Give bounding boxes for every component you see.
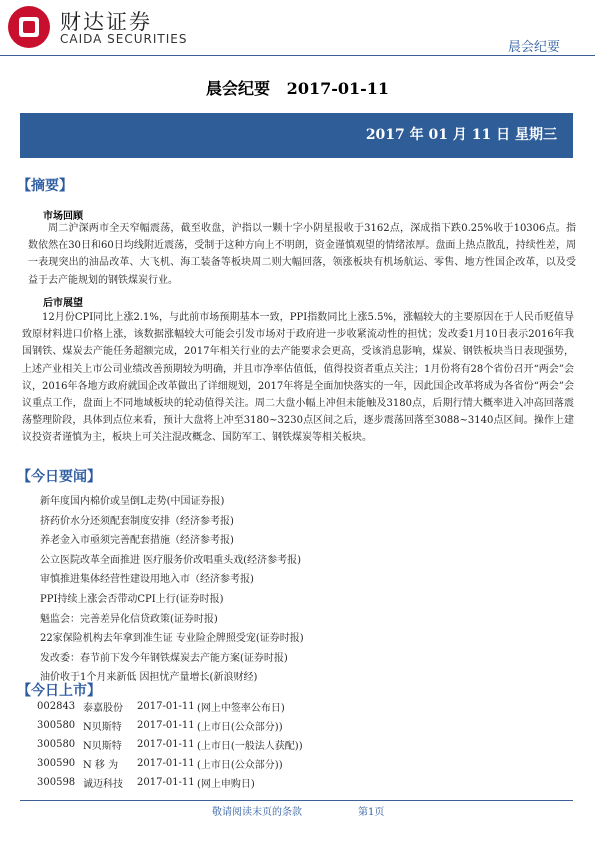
page-number: 第1页 xyxy=(358,807,385,818)
stock-code: 002843 xyxy=(37,701,76,712)
table-row xyxy=(37,754,303,773)
stock-code: 300590 xyxy=(37,758,76,769)
table-row xyxy=(37,735,303,754)
document-title: 晨会纪要 2017-01-11 xyxy=(205,79,390,98)
list-date: 2017-01-11 xyxy=(137,739,195,750)
list-date: 2017-01-11 xyxy=(137,701,195,712)
stock-name: N 移 为 xyxy=(83,760,119,771)
market-review-text: 周二沪深两市全天窄幅震荡，截至收盘，沪指以一颗十字小阴星报收于3162点，深成指下跌0.25%收于10306点。指数依然在30日和60日均线附近震荡，受制于这种方向上不明朗，资金谨慎观望的情绪浓厚。盘面上热点散乱，持续性差，周一表现突出的油品改革、大飞机、海工装备等板块周二则大幅回落，领涨板块有机场航运、零售、地方性国企改革，以及受益于去产能规划的钢铁煤炭行业。 xyxy=(28,223,576,286)
list-note: (上市日(公众部分)) xyxy=(197,760,283,771)
market-review-title: 市场回顾 xyxy=(43,211,83,222)
disclaimer-note: 敬请阅读末页的条款 xyxy=(212,807,302,818)
news-item[interactable]: 魁监会：完善差异化信贷政策(证券时报) xyxy=(40,613,218,625)
news-item[interactable]: 养老金入市亟须完善配套措施（经济参考报) xyxy=(40,535,234,547)
news-item[interactable]: PPI持续上涨会否带动CPI上行(证券时报) xyxy=(40,593,224,605)
header-divider xyxy=(0,55,595,56)
list-note: (网上申购日) xyxy=(197,779,255,790)
brand-name-cn: 财达证券 xyxy=(60,10,152,34)
footer-divider xyxy=(20,800,573,801)
news-list xyxy=(40,492,304,688)
news-item[interactable]: 审慎推进集体经营性建设用地入市（经济参考报) xyxy=(40,574,254,586)
table-row xyxy=(37,697,303,716)
table-row xyxy=(37,716,303,735)
stock-code: 300580 xyxy=(37,720,76,731)
ipo-table xyxy=(37,697,303,792)
stock-name: 诚迈科技 xyxy=(83,779,123,790)
news-item[interactable]: 挤药价水分还须配套制度安排（经济参考报) xyxy=(40,515,234,527)
news-item[interactable]: 发改委：春节前下发今年钢铁煤炭去产能方案(证券时报) xyxy=(40,652,288,664)
ipo-heading: 【今日上市】 xyxy=(17,683,101,699)
list-date: 2017-01-11 xyxy=(137,720,195,731)
date-text: 2017 年 01 月 11 日 星期三 xyxy=(365,127,557,143)
list-date: 2017-01-11 xyxy=(137,777,195,788)
news-item[interactable]: 新年度国内棉价或呈倒L走势(中国证券报) xyxy=(40,496,225,507)
list-note: (上市日(一般法人获配)) xyxy=(197,741,303,752)
news-item[interactable]: 油价收于1个月来新低 因担忧产量增长(新浪财经) xyxy=(40,672,258,684)
list-note: (上市日(公众部分)) xyxy=(197,722,283,733)
outlook-text: 12月份CPI同比上涨2.1%，与此前市场预期基本一致，PPI指数同比上涨5.5%，涨幅较大的主要原因在于人民币贬值导致原材料进口价格上涨，该数据涨幅较大可能会引发市场对于政府进一步收紧流动性的担忧；发改委1月10日表示2016年我国钢铁、煤炭去产能任务超额完成，2017年相关行业的去产能要求会更高，受该消息影响，煤炭、钢铁板块当日表现强势，上述产业相关上市公司业绩改善预期较为明确，并且市净率估值低，值得投资者重点关注；1月份将有28个省份召开“两会”会议，2016年各地方政府就国企改革做出了详细规划，2017年将是全面加快落实的一年，因此国企改革将成为各省份“两会”会议重点工作，盘面上不同地域板块的轮动值得关注。周二大盘小幅上冲但未能触及3180点，后期行情大概率进入冲高回落震荡整理阶段，具体到点位来看，预计大盘将上冲至3180~3230点区间之后，逐步震荡回落至3088~3140点区间。操作上建议投资者谨慎为主，板块上可关注混改概念、国防军工、钢铁煤炭等相关板块。 xyxy=(22,312,574,444)
page-header xyxy=(0,0,595,60)
list-date: 2017-01-11 xyxy=(137,758,195,769)
caida-logo-icon xyxy=(8,6,50,48)
stock-code: 300580 xyxy=(37,739,76,750)
brand-name-en: CAIDA SECURITIES xyxy=(60,32,188,46)
stock-name: N贝斯特 xyxy=(83,722,122,733)
news-heading: 【今日要闻】 xyxy=(17,469,101,485)
date-banner xyxy=(20,113,573,158)
news-item[interactable]: 公立医院改革全面推进 医疗服务价改唱重头戏(经济参考报) xyxy=(40,554,301,566)
summary-heading: 【摘要】 xyxy=(17,178,73,194)
outlook-title: 后市展望 xyxy=(43,298,83,309)
list-note: (网上中签率公布日) xyxy=(197,703,285,714)
stock-code: 300598 xyxy=(37,777,76,788)
stock-name: 泰嘉股份 xyxy=(83,703,123,714)
stock-name: N贝斯特 xyxy=(83,741,122,752)
table-row xyxy=(37,773,303,792)
news-item[interactable]: 22家保险机构去年拿到准生证 专业险企牌照受宠(证券时报) xyxy=(40,633,304,645)
report-name: 晨会纪要 xyxy=(507,40,560,55)
